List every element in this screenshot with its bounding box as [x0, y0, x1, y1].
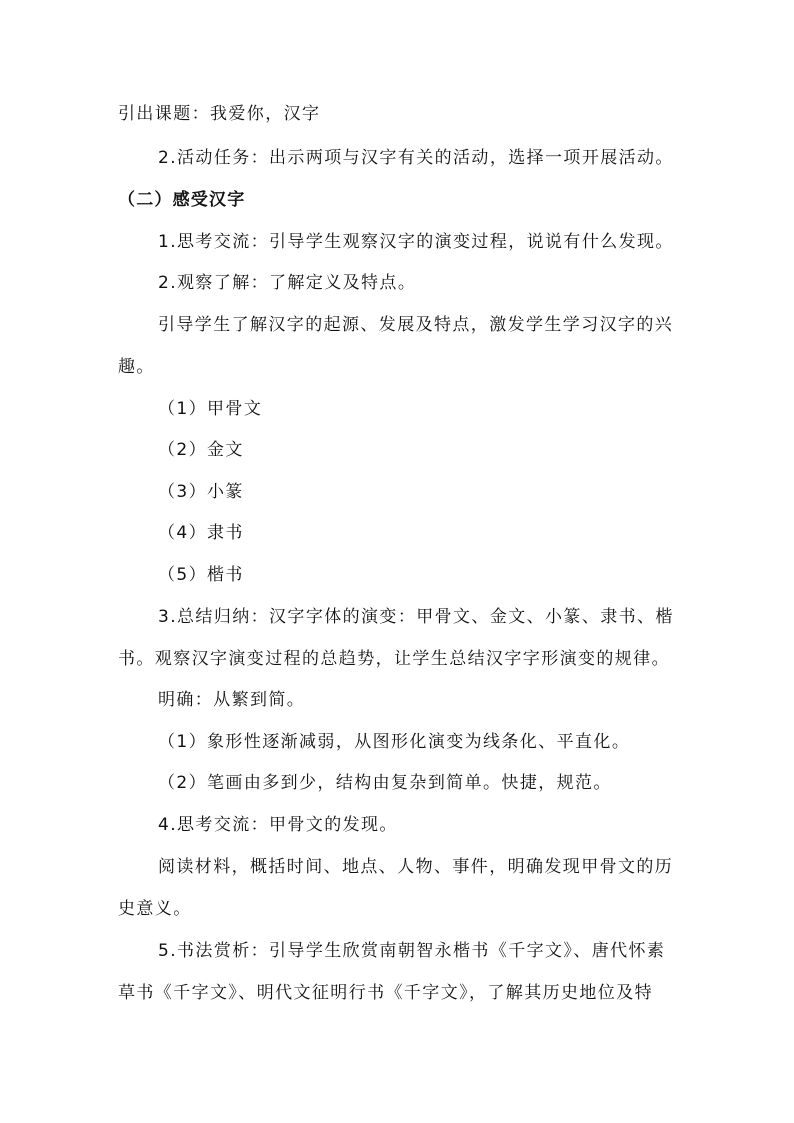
calligraphy-appreciation-line-1: 5.书法赏析：引导学生欣赏南朝智永楷书《千字文》、唐代怀素	[158, 941, 666, 961]
guide-paragraph-line-2: 趣。	[118, 357, 155, 377]
think-exchange-line: 1.思考交流：引导学生观察汉字的演变过程，说说有什么发现。	[158, 232, 674, 252]
list-item-bronze-script: （2）金文	[158, 440, 244, 460]
summary-line-1: 3.总结归纳：汉字字体的演变：甲骨文、金文、小篆、隶书、楷	[158, 607, 674, 627]
trend-point-2: （2）笔画由多到少，结构由复杂到简单。快捷，规范。	[158, 773, 612, 793]
observe-understand-line: 2.观察了解：了解定义及特点。	[158, 273, 417, 293]
section-heading-feel-chinese-characters: （二）感受汉字	[118, 190, 246, 210]
calligraphy-appreciation-line-2: 草书《千字文》、明代文征明行书《千字文》，了解其历史地位及特	[118, 983, 653, 1003]
list-item-clerical-script: （4）隶书	[158, 523, 244, 543]
trend-point-1: （1）象形性逐渐减弱，从图形化演变为线条化、平直化。	[158, 732, 631, 752]
activity-task-line: 2.活动任务：出示两项与汉字有关的活动，选择一项开展活动。	[158, 148, 674, 168]
list-item-regular-script: （5）楷书	[158, 565, 244, 585]
reading-material-line-2: 史意义。	[118, 899, 192, 919]
list-item-oracle-bone-script: （1）甲骨文	[158, 399, 263, 419]
summary-line-2: 书。观察汉字演变过程的总趋势，让学生总结汉字字形演变的规律。	[118, 649, 670, 669]
clarify-line: 明确：从繁到简。	[158, 690, 306, 710]
reading-material-line-1: 阅读材料，概括时间、地点、人物、事件，明确发现甲骨文的历	[158, 857, 674, 877]
intro-topic-line: 引出课题：我爱你，汉字	[118, 104, 321, 124]
list-item-small-seal-script: （3）小篆	[158, 482, 244, 502]
guide-paragraph-line-1: 引导学生了解汉字的起源、发展及特点，激发学生学习汉字的兴	[158, 315, 674, 335]
oracle-bone-discovery-line: 4.思考交流：甲骨文的发现。	[158, 815, 398, 835]
